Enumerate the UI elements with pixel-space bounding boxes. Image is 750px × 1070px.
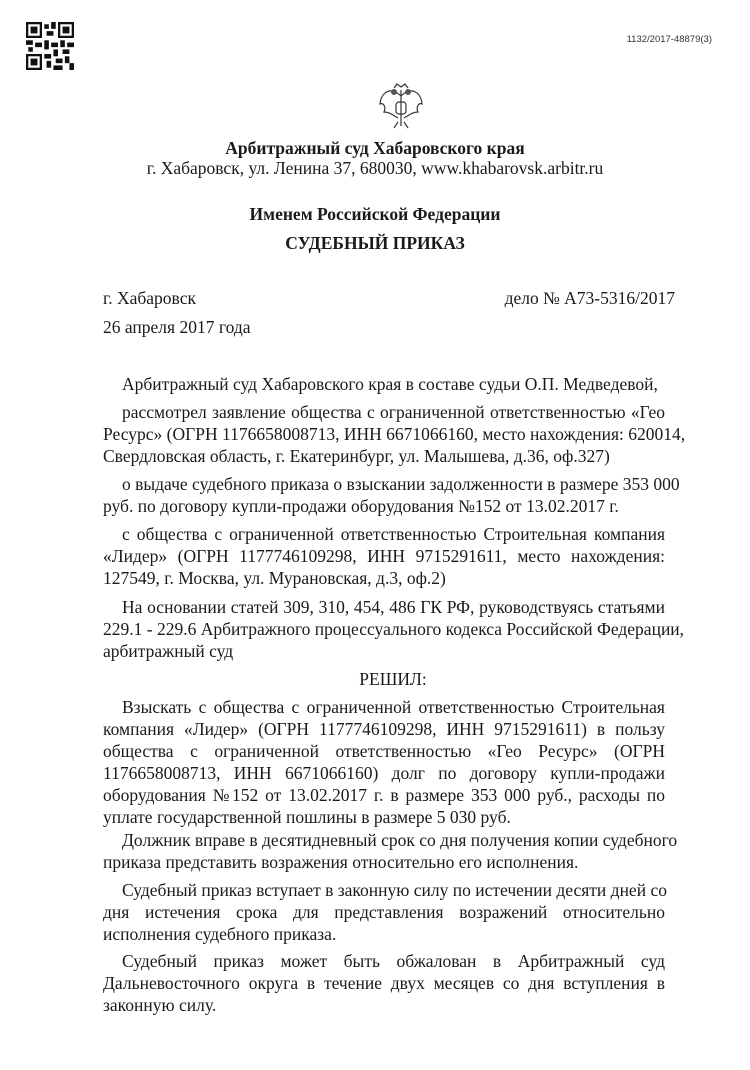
text-line: руб. по договору купли-продажи оборудования №152 от 13.02.2017 г. [103,496,619,516]
text-line: Арбитражный суд Хабаровского края в составе судьи О.П. Медведевой, [122,374,658,394]
text-line: 127549, г. Москва, ул. Мурановская, д.3, оф.2) [103,568,446,588]
paragraph [103,473,680,517]
qr-code-icon [26,22,74,70]
text-line: оборудования №152 от 13.02.2017 г. в размере 353 000 руб., расходы по [103,785,665,805]
court-address: г. Хабаровск, ул. Ленина 37, 680030, www.khabarovsk.arbitr.ru [146,158,604,178]
doc-title: СУДЕБНЫЙ ПРИКАЗ [285,233,465,253]
text-line: «Лидер» (ОГРН 1177746109298, ИНН 9715291611, место нахождения: [103,546,665,566]
city: г. Хабаровск [103,288,196,308]
text-line: Взыскать с общества с ограниченной ответственностью Строительная [122,697,665,717]
text-line: Судебный приказ вступает в законную силу по истечении десяти дней со [122,880,667,900]
text-line: Ресурс» (ОГРН 1176658008713, ИНН 6671066160, место нахождения: 620014, [103,424,686,444]
text-line: Должник вправе в десятидневный срок со дня получения копии судебного [122,830,678,850]
paragraph [103,829,678,873]
date: 26 апреля 2017 года [103,317,251,337]
case-number: дело № А73-5316/2017 [504,288,675,308]
text-line: компания «Лидер» (ОГРН 1177746109298, ИНН 9715291611) в пользу [103,719,665,739]
text-line: законную силу. [103,995,217,1015]
paragraph [103,523,665,589]
decided-heading: РЕШИЛ: [359,669,427,689]
text-line: 1176658008713, ИНН 6671066160) долг по договору купли-продажи [103,763,665,783]
text-line: Дальневосточного округа в течение двух месяцев со дня вступления в [103,973,665,993]
text-line: На основании статей 309, 310, 454, 486 ГК РФ, руководствуясь статьями [122,597,665,617]
court-name: Арбитражный суд Хабаровского края [225,138,525,158]
text-line: общества с ограниченной ответственностью «Гео Ресурс» (ОГРН [103,741,665,761]
document-number: 1132/2017-48879(3) [626,34,712,45]
text-line: приказа представить возражения относительно его исполнения. [103,852,579,872]
text-line: 229.1 - 229.6 Арбитражного процессуального кодекса Российской Федерации, [103,619,685,639]
in-the-name-heading: Именем Российской Федерации [249,204,501,224]
text-line: Свердловская область, г. Екатеринбург, ул. Малышева, д.36, оф.327) [103,446,610,466]
text-line: уплате государственной пошлины в размере 5 030 руб. [103,807,511,827]
paragraph [103,950,665,1016]
text-line: дня истечения срока для представления возражений относительно [103,902,665,922]
paragraph [103,401,686,467]
paragraph [103,879,665,945]
text-line: Судебный приказ может быть обжалован в Арбитражный суд [122,951,665,971]
text-line: рассмотрел заявление общества с ограниченной ответственностью «Гео [122,402,665,422]
paragraph [103,596,685,662]
coat-of-arms-icon [376,82,426,132]
text-line: о выдаче судебного приказа о взыскании задолженности в размере 353 000 [122,474,680,494]
text-line: арбитражный суд [103,641,234,661]
text-line: исполнения судебного приказа. [103,924,337,944]
paragraph [103,373,665,395]
text-line: с общества с ограниченной ответственностью Строительная компания [122,524,665,544]
paragraph [103,696,665,828]
